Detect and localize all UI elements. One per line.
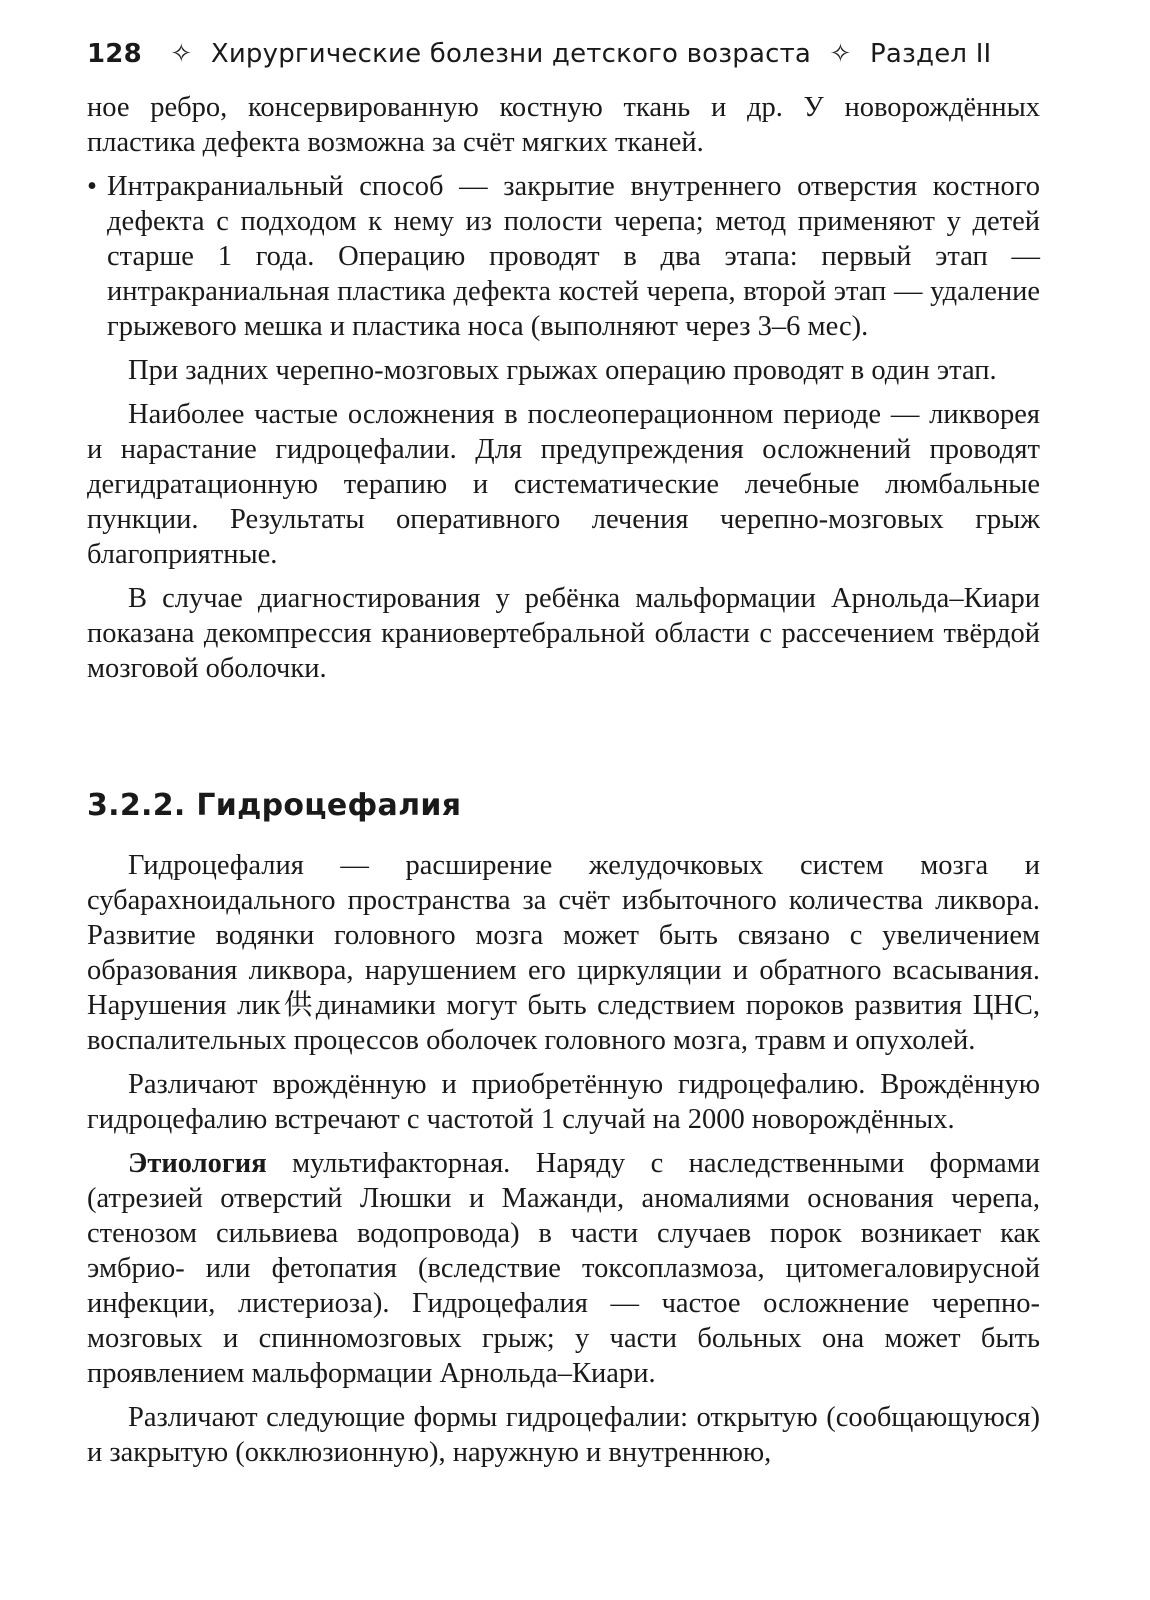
section-label: Раздел II — [870, 39, 992, 69]
text-block-lower — [87, 848, 1040, 1470]
paragraph: При задних черепно-мозговых грыжах операцию проводят в один этап. — [128, 355, 997, 386]
bullet-marker: • — [87, 171, 97, 202]
paragraph: Различают врождённую и приобретённую гидроцефалию. Врождённую гидроцефалию встречают с частотой 1 случай на 2000 новорождённых. — [87, 1069, 1040, 1135]
paragraph: Различают следующие формы гидроцефалии: открытую (сообщающуюся) и закрытую (окклюзионную), наружную и внутреннюю, — [87, 1402, 1040, 1468]
paragraph: В случае диагностирования у ребёнка мальформации Арнольда–Киари показана декомпрессия краниовертебральной области с рассечением твёрдой мозговой оболочки. — [87, 583, 1040, 684]
ornament-separator: ✧ — [829, 39, 852, 69]
bullet-item-text: Интракраниальный способ — закрытие внутреннего отверстия костного дефекта с подходом к нему из полости черепа; метод применяют у детей старше 1 года. Операцию проводят в два этапа: первый этап — интракраниальная пластика дефекта костей черепа, второй этап — удаление грыжевого мешка и пластика носа (выполняют через 3–6 мес). — [107, 171, 1040, 342]
running-header — [87, 34, 1047, 74]
section-heading: 3.2.2. Гидроцефалия — [87, 788, 462, 823]
paragraph-text: мультифакторная. Наряду с наследственными формами (атрезией отверстий Люшки и Мажанди, аномалиями основания черепа, стенозом сильвиева водопровода) в части случаев порок возникает как эмбрио- или фетопатия (вследствие токсоплазмоза, цитомегаловирусной инфекции, листериоза). Гидроцефалия — частое осложнение черепно-мозговых и спинномозговых грыж; у части больных она может быть проявлением мальформации Арнольда–Киари. — [87, 1148, 1040, 1389]
term-etiology: Этиология — [128, 1148, 267, 1179]
ornament-separator: ✧ — [170, 39, 193, 69]
paragraph-etiology — [87, 1146, 1040, 1391]
paragraph: Наиболее частые осложнения в послеоперационном периоде — ликворея и нарастание гидроцефалии. Для предупреждения осложнений проводят дегидратационную терапию и систематические лечебные люмбальные пункции. Результаты оперативного лечения черепно-мозговых грыж благоприятные. — [87, 399, 1040, 570]
paragraph: Гидроцефалия — расширение желудочковых систем мозга и субарахноидального пространства за счёт избыточного количества ликвора. Развитие водянки головного мозга может быть связано с увеличением образования ликвора, нарушением его циркуляции и обратного всасывания. Нарушения лик供динамики могут быть следствием пороков развития ЦНС, воспалительных процессов оболочек головного мозга, травм и опухолей. — [87, 850, 1040, 1056]
book-title: Хирургические болезни детского возраста — [210, 39, 812, 69]
page-number: 128 — [87, 39, 142, 69]
paragraph-continuation: ное ребро, консервированную костную ткань и др. У новорождённых пластика дефекта возможна за счёт мягких тканей. — [87, 92, 1040, 158]
bullet-item — [87, 169, 1040, 344]
text-block-upper — [87, 90, 1040, 686]
